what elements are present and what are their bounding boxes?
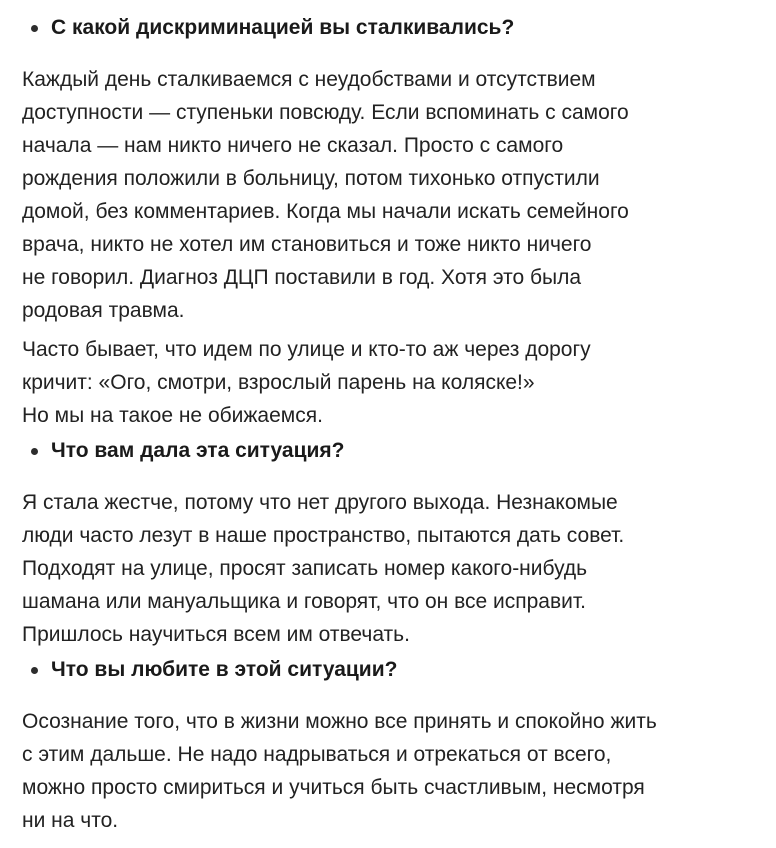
bullet-icon	[31, 667, 38, 674]
text-line: кричит: «Ого, смотри, взрослый парень на коляске!»	[22, 371, 535, 394]
text-line: Пришлось научиться всем им отвечать.	[22, 623, 410, 646]
question-heading	[22, 437, 762, 465]
question-text: Что вам дала эта ситуация?	[51, 439, 345, 462]
answer-paragraph	[22, 333, 762, 432]
text-line: Но мы на такое не обижаемся.	[22, 404, 323, 427]
text-line: не говорил. Диагноз ДЦП поставили в год. Хотя это была	[22, 266, 582, 289]
text-line: домой, без комментариев. Когда мы начали искать семейного	[22, 200, 629, 223]
text-line: Каждый день сталкиваемся с неудобствами и отсутствием	[22, 68, 596, 91]
text-line: Подходят на улице, просят записать номер какого-нибудь	[22, 557, 588, 580]
answer-paragraph	[22, 63, 762, 327]
question-heading	[22, 14, 762, 42]
text-line: с этим дальше. Не надо надрываться и отрекаться от всего,	[22, 743, 612, 766]
bullet-icon	[31, 25, 38, 32]
question-heading	[22, 656, 762, 684]
interview-article	[0, 14, 776, 848]
text-line: Осознание того, что в жизни можно все принять и спокойно жить	[22, 710, 657, 733]
text-line: доступности — ступеньки повсюду. Если вспоминать с самого	[22, 101, 629, 124]
text-line: можно просто смириться и учиться быть счастливым, несмотря	[22, 776, 645, 799]
text-line: Часто бывает, что идем по улице и кто-то аж через дорогу	[22, 338, 591, 361]
text-line: ни на что.	[22, 809, 119, 832]
answer-paragraph	[22, 486, 762, 651]
text-line: рождения положили в больницу, потом тихонько отпустили	[22, 167, 600, 190]
text-line: люди часто лезут в наше пространство, пытаются дать совет.	[22, 524, 625, 547]
text-line: начала — нам никто ничего не сказал. Просто с самого	[22, 134, 564, 157]
text-line: врача, никто не хотел им становиться и тоже никто ничего	[22, 233, 592, 256]
text-line: шамана или мануальщика и говорят, что он все исправит.	[22, 590, 586, 613]
text-line: родовая травма.	[22, 299, 185, 322]
text-line: Я стала жестче, потому что нет другого выхода. Незнакомые	[22, 491, 618, 514]
question-text: С какой дискриминацией вы сталкивались?	[51, 16, 515, 39]
question-text: Что вы любите в этой ситуации?	[51, 658, 398, 681]
answer-paragraph	[22, 705, 762, 837]
bullet-icon	[31, 448, 38, 455]
